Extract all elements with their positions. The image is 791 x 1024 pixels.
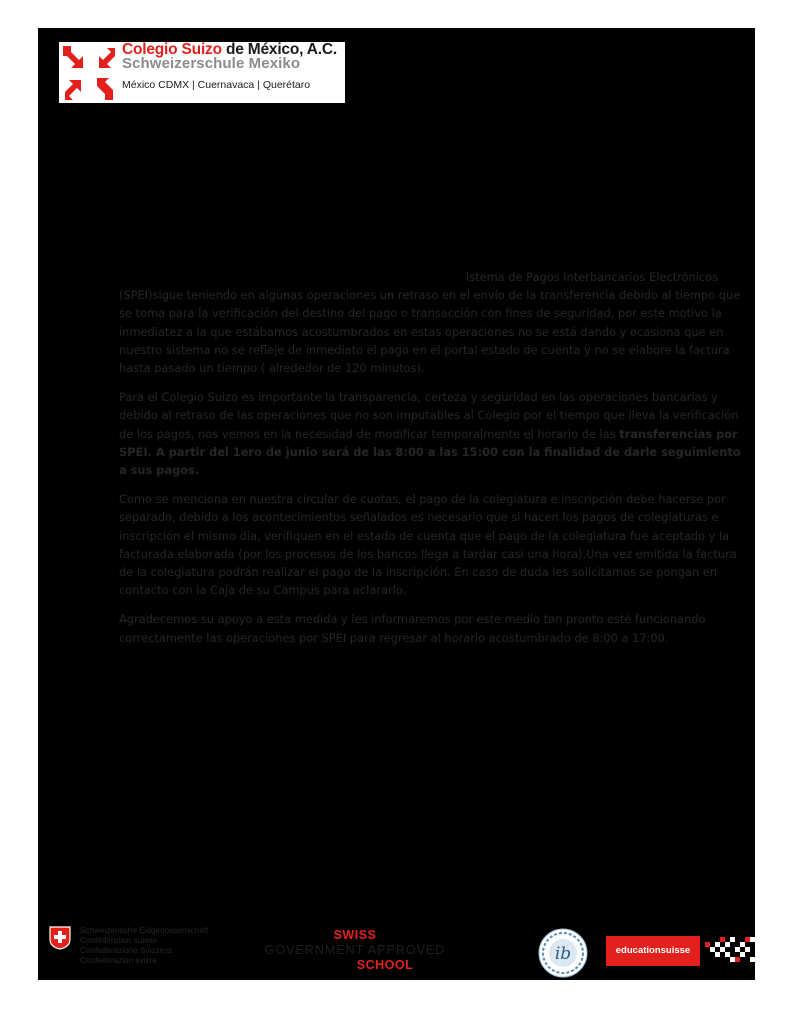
educationsuisse-logo <box>606 936 755 966</box>
confederation-text <box>80 926 208 966</box>
confederation-line-2: Confédération suisse <box>80 936 157 945</box>
paragraph-1-lead: istema de Pagos Interbancarios Electrónicos <box>466 270 719 284</box>
paragraph-2 <box>119 388 749 479</box>
educationsuisse-label: educationsuisse <box>606 936 700 966</box>
paragraph-4: Agradecemos su apoyo a esta medida y les informaremos por este medio tan pronto esté funcionando correctamente las operaciones por SPEI para regresar al horario acostumbrado de 8:00 a 17:00. <box>119 612 706 645</box>
school-name-dark: de México, A.C. <box>221 41 337 58</box>
document-page <box>38 28 755 980</box>
letter-body <box>119 268 749 658</box>
sgas-line-2: GOVERNMENT APPROVED <box>264 943 446 957</box>
confederation-line-1: Schweizerische Eidgenossenschaft <box>80 926 209 935</box>
educationsuisse-pixel-mark <box>700 936 755 966</box>
sgas-line-1: SWISS <box>333 928 377 942</box>
school-name-german: Schweizerschule Mexiko <box>122 55 301 72</box>
svg-text:ib: ib <box>554 944 572 964</box>
colegio-suizo-arrows-logo <box>61 44 117 102</box>
paragraph-3: Como se menciona en nuestra circular de cuotas, el pago de la colegiatura e inscripción debe hacerse por separado, debido a los acontecimientos señalados es necesario que si hacen los pagos de colegiaturas e inscripción el mismo día, verifiquen en el estado de cuenta que el pago de la colegiatura fue aceptado y la facturada elaborada (por los procesos de los bancos llega a tardar casi una hora).Una vez emitida la factura de la colegiatura podrán realizar el pago de la inscripción. En caso de duda les solicitamos se pongan en contacto con la Caja de su Campus para aclararlo. <box>119 492 737 598</box>
paragraph-2-bold: transferencias por SPEI. A partir del 1ero de junio será de las 8:00 a las 15:00 con la finalidad de darle seguimiento a sus pagos. <box>119 426 741 478</box>
confederation-line-4: Confederaziun svizra <box>80 956 157 965</box>
school-name-red: Colegio Suizo <box>122 41 222 58</box>
swiss-flag-icon <box>49 926 71 950</box>
confederation-line-3: Confederazione Svizzera <box>80 946 172 955</box>
ib-world-school-logo <box>538 928 588 978</box>
campus-list: México CDMX | Cuernavaca | Querétaro <box>122 79 311 91</box>
sgas-line-3: SCHOOL <box>356 958 414 972</box>
paragraph-1 <box>119 268 749 377</box>
school-logo <box>59 42 345 103</box>
paragraph-1-text: (SPEI)sigue teniendo en algunas operaciones un retraso en el envío de la transferencia debido al tiempo que se toma para la verificación del destino del pago o transacción con fines de seguridad, por este motivo la inmediatez a la que estábamos acostumbrados en estas operaciones no se está dando y ocasiona que en nuestro sistema no se refleje de inmediato el pago en el portal estado de cuenta y no se elabore la factura hasta pasado un tiempo ( alrededor de 120 minutos). <box>119 288 741 376</box>
paragraph-2-text: Para el Colegio Suizo es importante la transparencia, certeza y seguridad en las operaciones bancarias y debido al retraso de las operaciones que no son imputables al Colegio por el tiempo que lleva la verificación de los pagos, nos vemos en la necesidad de modificar temporalmente el horario de las <box>119 390 739 441</box>
swiss-government-approved-school-badge <box>260 928 450 973</box>
